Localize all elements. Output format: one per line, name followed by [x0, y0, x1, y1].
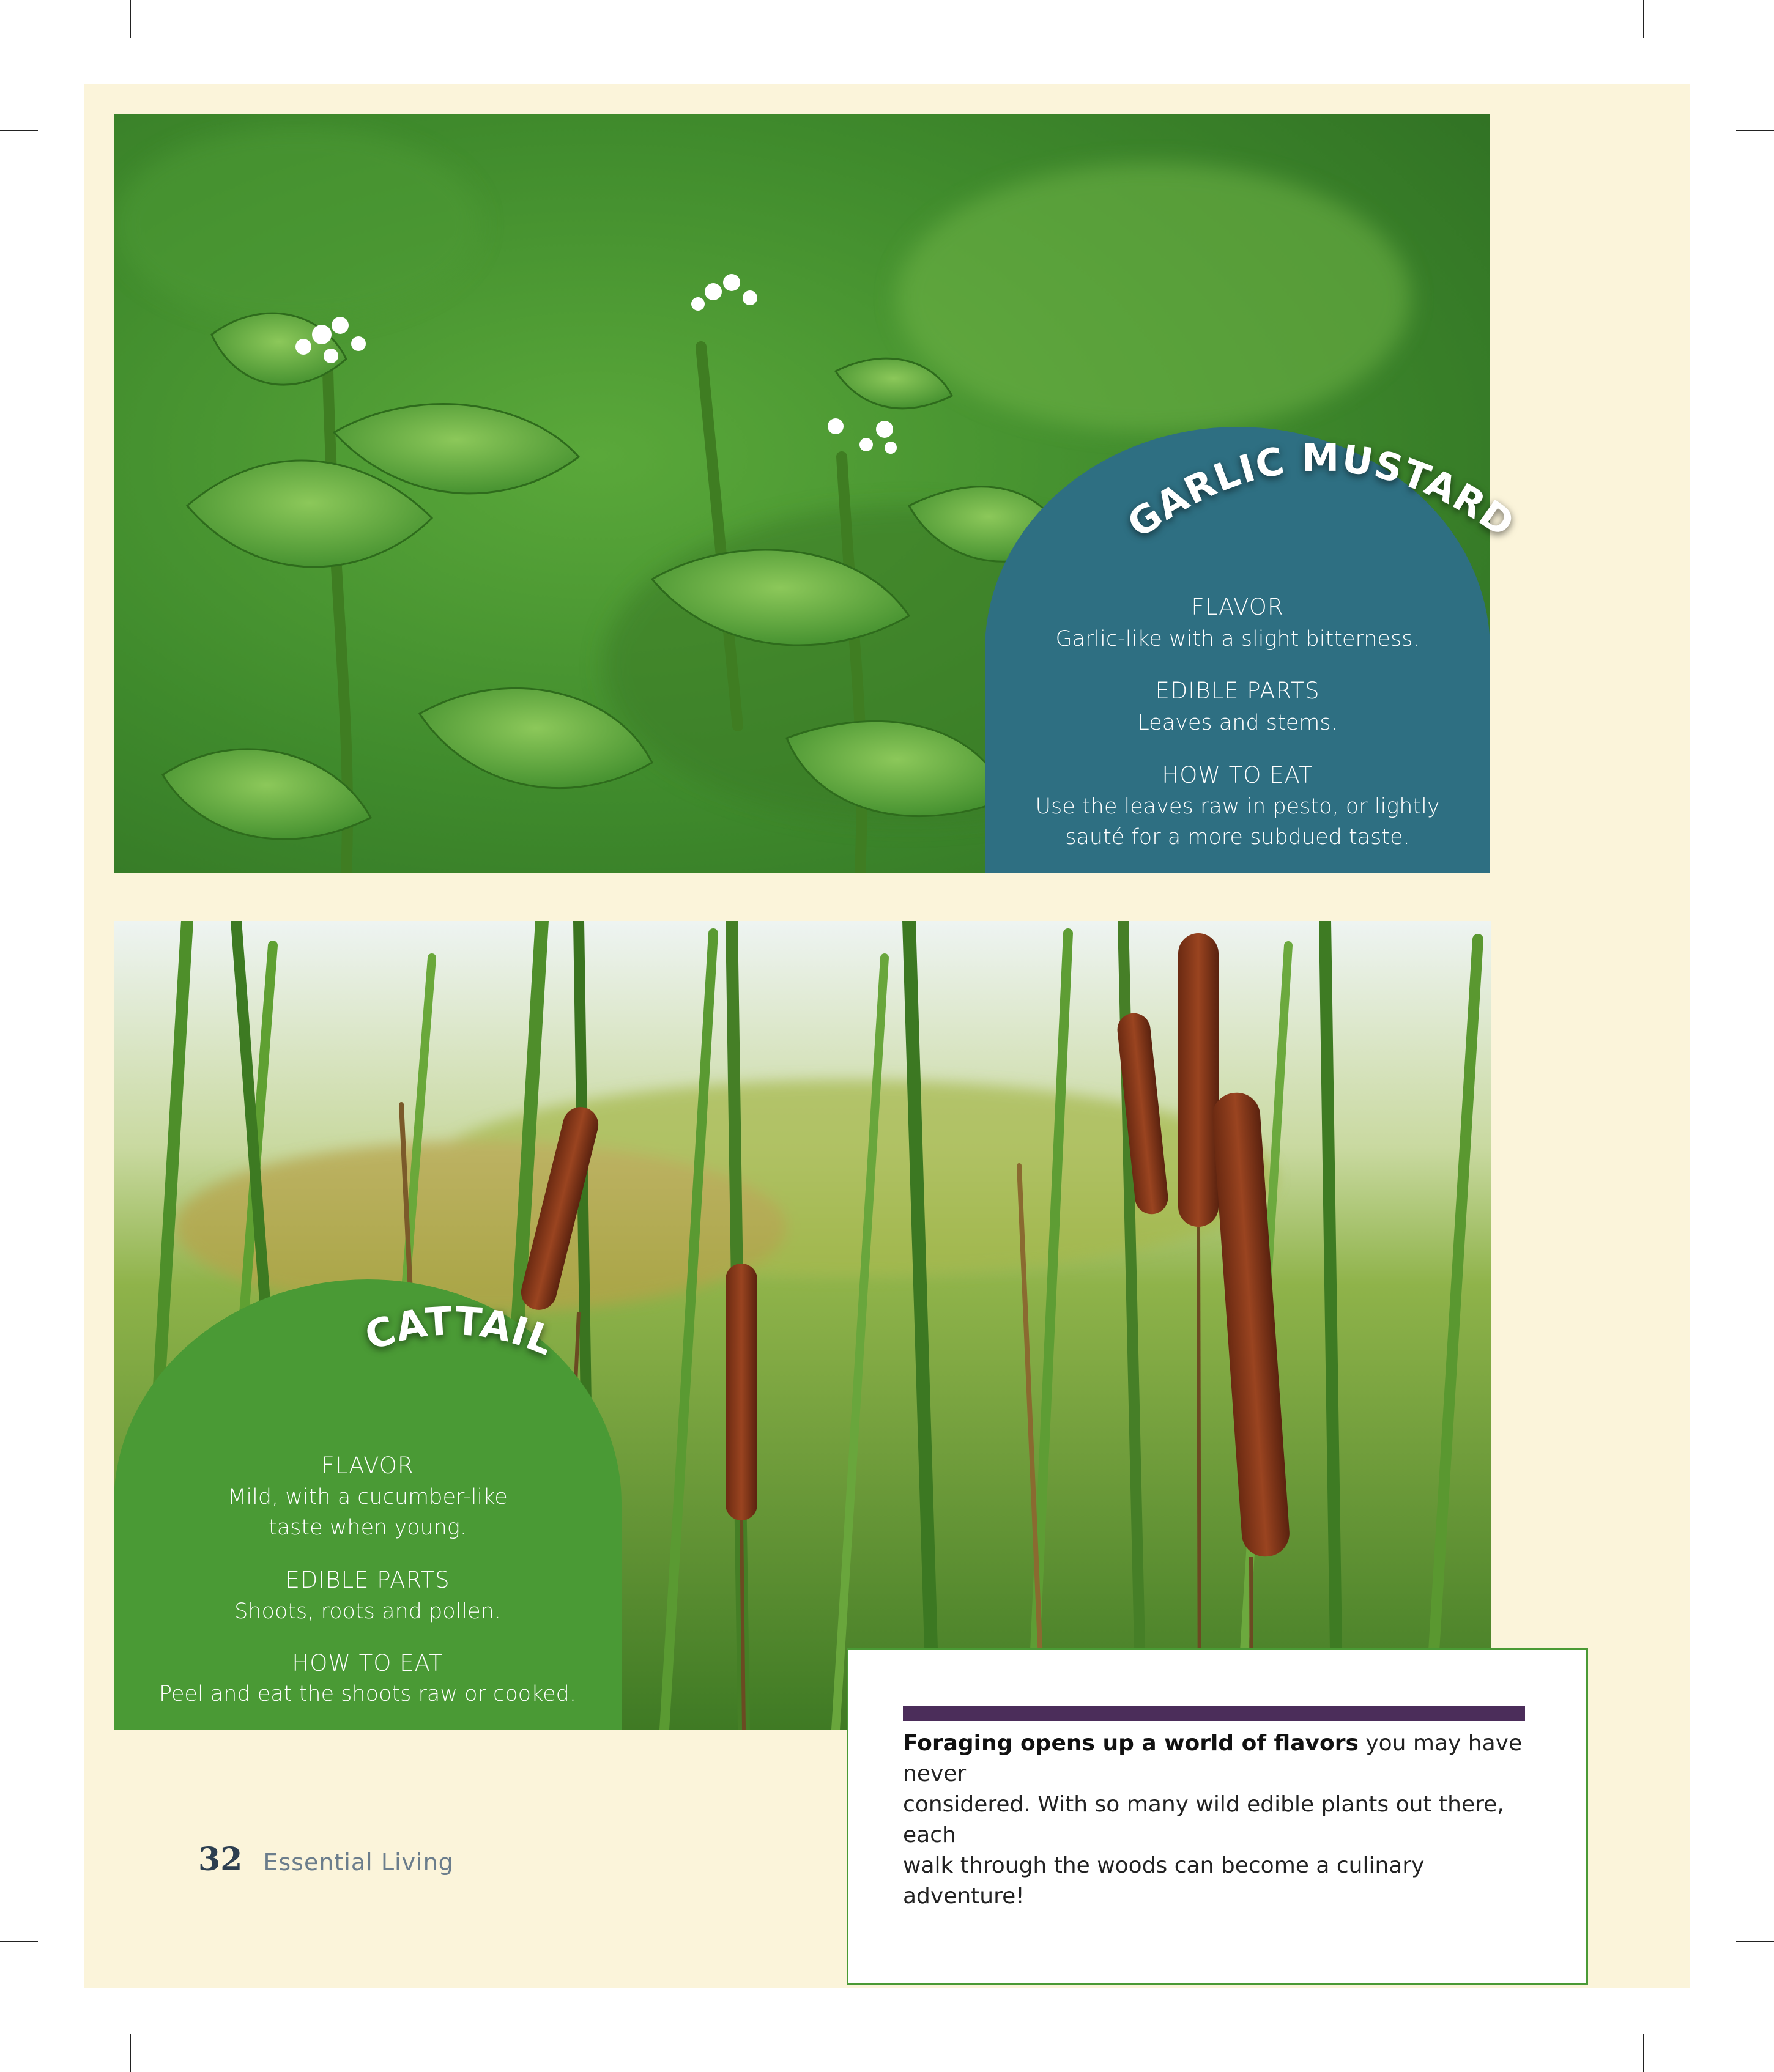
edible-parts-text: Leaves and stems.	[1137, 711, 1338, 735]
flavor-text: taste when young.	[268, 1515, 467, 1540]
how-to-eat-heading: HOW TO EAT	[1162, 762, 1313, 788]
quote-accent-bar	[903, 1706, 1525, 1721]
crop-mark	[1736, 130, 1774, 131]
crop-mark	[1643, 0, 1644, 38]
quote-line-rest: you may have never	[903, 1731, 1523, 1786]
quote-text	[903, 1728, 1545, 1912]
crop-mark	[0, 1941, 38, 1942]
crop-mark	[130, 2034, 131, 2072]
quote-line: walk through the woods can become a culinary adventure!	[903, 1853, 1425, 1909]
publication-name: Essential Living	[263, 1849, 454, 1876]
edible-parts-text: Shoots, roots and pollen.	[234, 1599, 501, 1624]
crop-mark	[130, 0, 131, 38]
garlic-mustard-title-text: GARLIC MUSTARD	[1119, 435, 1524, 547]
how-to-eat-text: Use the leaves raw in pesto, or lightly	[1035, 794, 1440, 819]
crop-mark	[1736, 1941, 1774, 1942]
flavor-heading: FLAVOR	[1191, 594, 1284, 620]
cattail-title-text: CATTAIL	[360, 1298, 560, 1365]
garlic-mustard-title	[1101, 428, 1542, 575]
svg-text:CATTAIL	[360, 1299, 560, 1365]
cattail-title	[343, 1272, 575, 1370]
flavor-text: Garlic-like with a slight bitterness.	[1055, 627, 1420, 651]
quote-line	[903, 1728, 1545, 1789]
flavor-heading: FLAVOR	[321, 1452, 414, 1479]
edible-parts-heading: EDIBLE PARTS	[285, 1567, 450, 1593]
crop-mark	[1643, 2034, 1644, 2072]
quote-box	[847, 1648, 1588, 1985]
how-to-eat-heading: HOW TO EAT	[292, 1650, 444, 1676]
edible-parts-heading: EDIBLE PARTS	[1155, 678, 1320, 704]
quote-line: considered. With so many wild edible plants out there, each	[903, 1792, 1504, 1848]
how-to-eat-text: Peel and eat the shoots raw or cooked.	[159, 1682, 576, 1706]
flavor-text: Mild, with a cucumber-like	[228, 1485, 508, 1509]
page-number: 32	[198, 1841, 243, 1878]
svg-text:GARLIC MUSTARD	[1119, 435, 1524, 547]
quote-bold: Foraging opens up a world of flavors	[903, 1731, 1359, 1756]
crop-mark	[0, 130, 38, 131]
page-footer	[198, 1841, 454, 1884]
how-to-eat-text: sauté for a more subdued taste.	[1065, 825, 1410, 849]
